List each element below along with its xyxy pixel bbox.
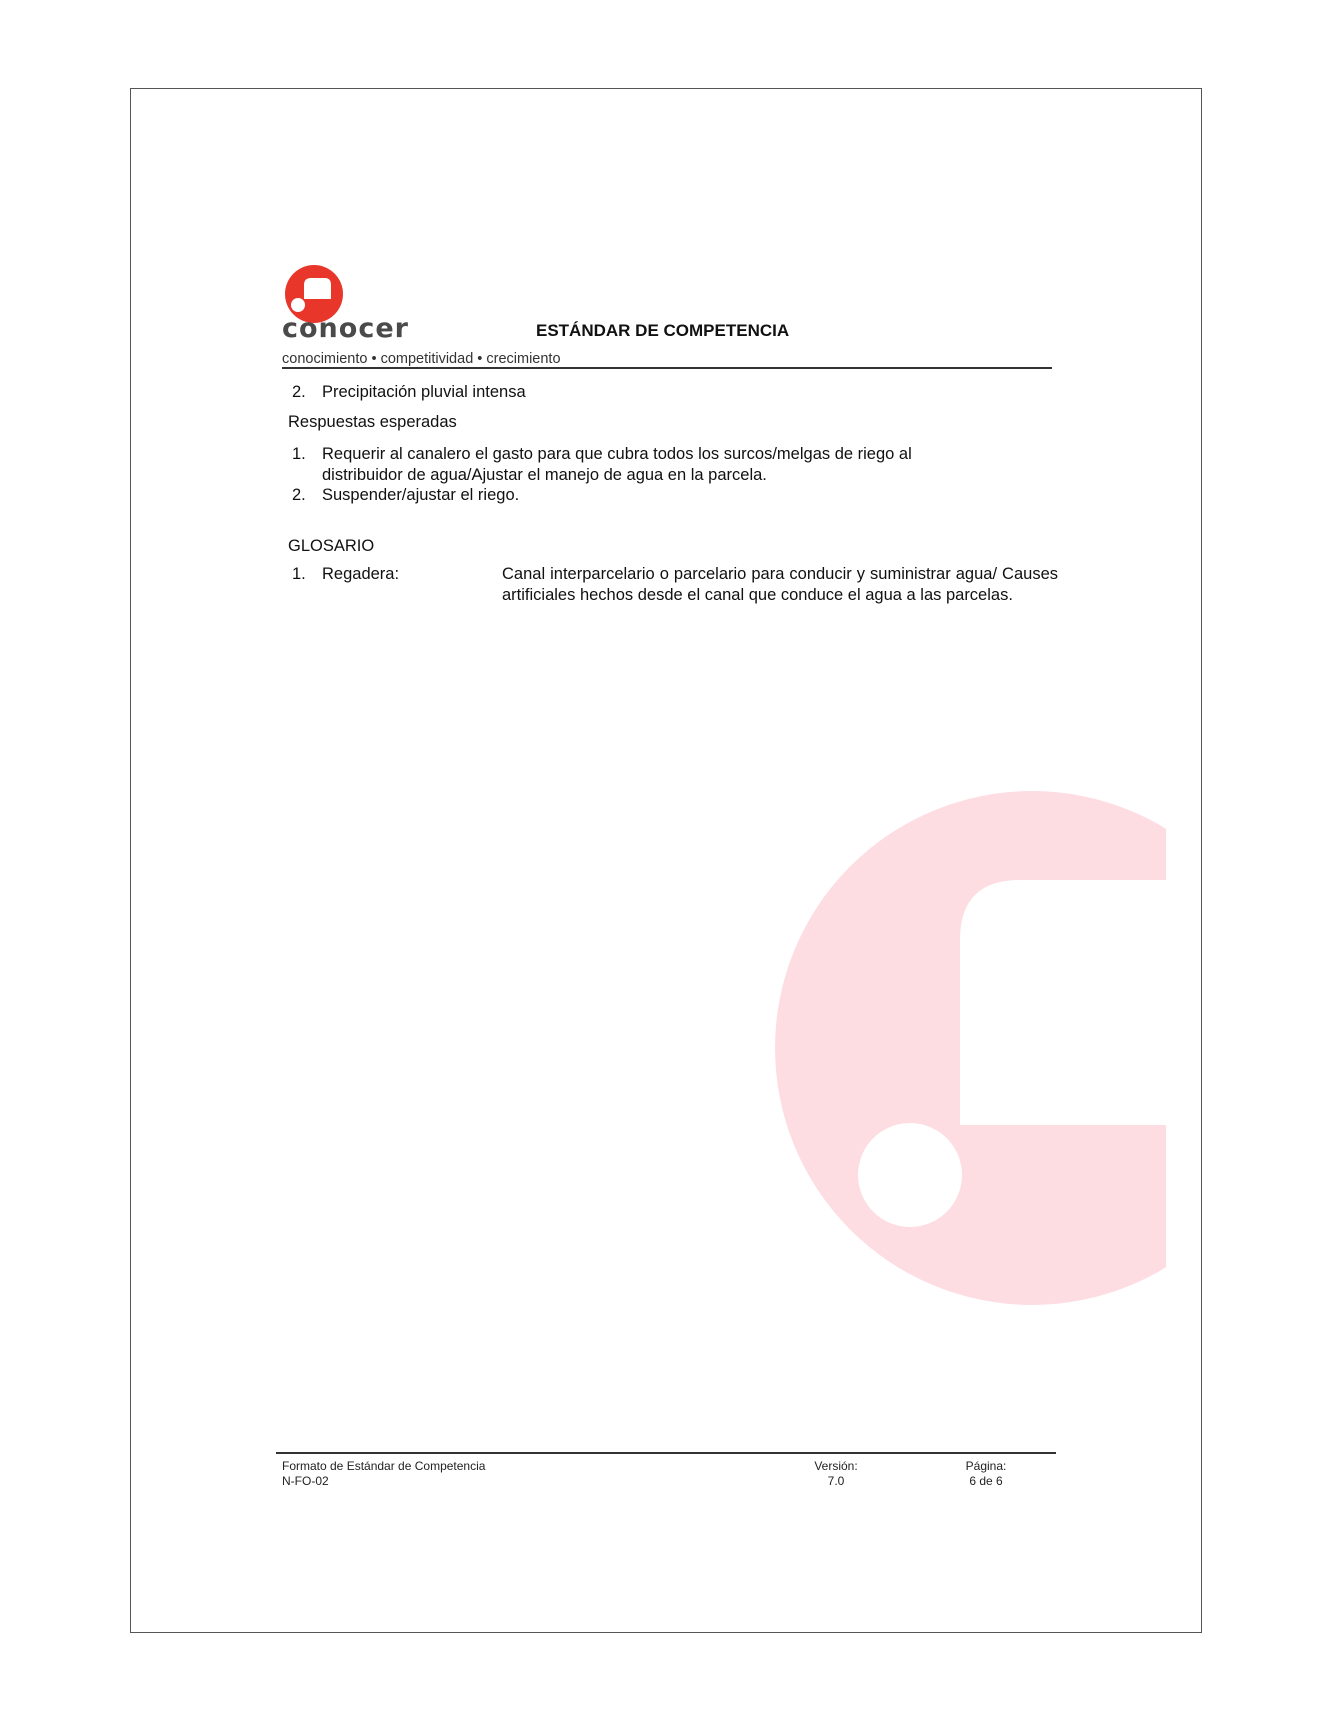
expected-item-number: 2. [292, 486, 306, 504]
logo-wordmark: conocer [282, 313, 409, 344]
footer-divider [276, 1452, 1056, 1454]
glossary-item-number: 1. [292, 565, 306, 583]
list-item-number: 2. [292, 383, 306, 401]
glossary-definition: Canal interparcelario o parcelario para conducir y suministrar agua/ Causes artificiales hechos desde el canal que conduce el agua a las parcelas. [502, 565, 1058, 604]
footer-version-value: 7.0 [827, 1474, 845, 1488]
header-divider [282, 367, 1052, 369]
glossary-heading: GLOSARIO [288, 537, 375, 555]
expected-responses-heading: Respuestas esperadas [288, 413, 457, 431]
footer-format-code: N-FO-02 [282, 1474, 329, 1488]
footer-page-value: 6 de 6 [969, 1474, 1003, 1488]
list-item-text: Precipitación pluvial intensa [322, 383, 526, 401]
footer-format-name: Formato de Estándar de Competencia [282, 1459, 486, 1473]
expected-item-number: 1. [292, 445, 306, 463]
expected-item-line: Suspender/ajustar el riego. [322, 486, 520, 504]
conocer-watermark-icon [770, 790, 1166, 1310]
document-title: ESTÁNDAR DE COMPETENCIA [536, 321, 790, 340]
footer-version-label: Versión: [814, 1459, 858, 1473]
logo-tagline: conocimiento • competitividad • crecimiento [282, 351, 561, 367]
expected-item-line: distribuidor de agua/Ajustar el manejo de agua en la parcela. [322, 466, 767, 484]
glossary-term: Regadera: [322, 565, 400, 583]
footer-page-label: Página: [965, 1459, 1007, 1473]
expected-item-line: Requerir al canalero el gasto para que cubra todos los surcos/melgas de riego al [322, 445, 912, 463]
